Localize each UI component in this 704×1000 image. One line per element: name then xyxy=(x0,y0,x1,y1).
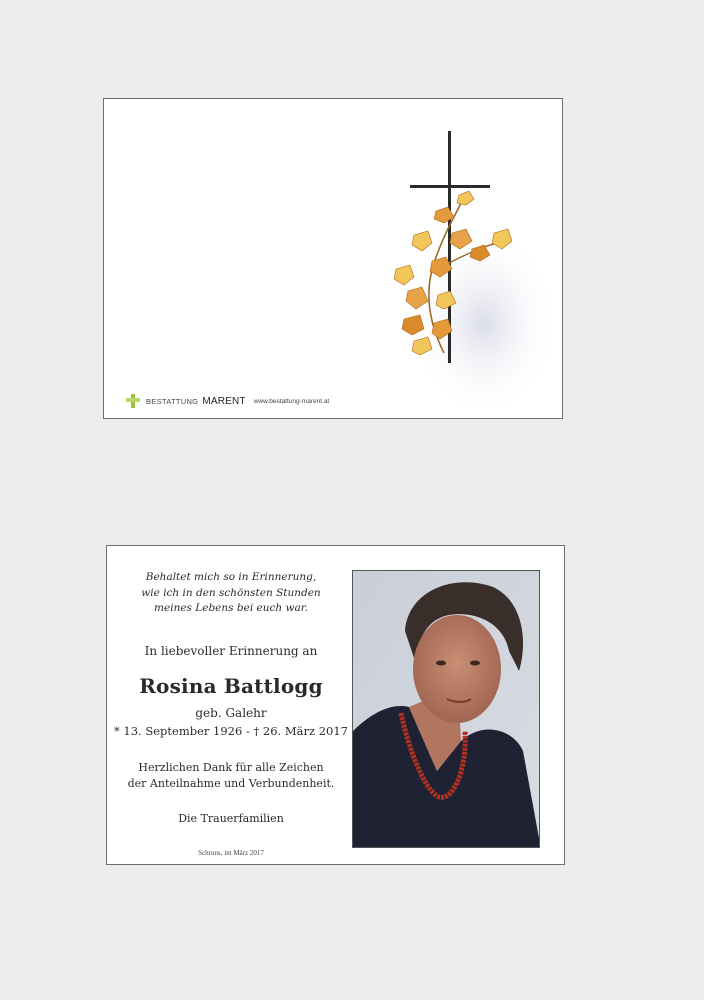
portrait-photo xyxy=(352,570,540,848)
logo-url[interactable]: www.bestattung-marent.at xyxy=(253,397,330,405)
maiden-name: geb. Galehr xyxy=(195,706,267,720)
cross-horizontal xyxy=(410,185,490,188)
back-card xyxy=(106,545,565,865)
logo-name: MARENT xyxy=(202,395,246,407)
bestattung-logo[interactable] xyxy=(126,393,329,409)
front-card xyxy=(103,98,563,419)
life-dates: * 13. September 1926 - † 26. März 2017 xyxy=(114,724,348,738)
intro-text: In liebevoller Erinnerung an xyxy=(144,644,318,658)
deceased-name: Rosina Battlogg xyxy=(139,674,323,698)
memorial-text xyxy=(107,546,355,864)
thanks-text xyxy=(107,760,355,792)
motto-line: meines Lebens bei euch war. xyxy=(154,602,308,614)
motto-verse xyxy=(107,570,355,617)
motto-line: wie ich in den schönsten Stunden xyxy=(141,586,321,599)
motto-line: Behaltet mich so in Erinnerung, xyxy=(145,571,317,583)
thanks-line: Herzlichen Dank für alle Zeichen xyxy=(138,761,324,774)
cross-with-leaves-illustration xyxy=(374,123,554,423)
cross-logo-icon xyxy=(126,394,140,408)
place-date: Schruns, im März 2017 xyxy=(198,849,264,857)
portrait-image xyxy=(353,571,540,848)
logo-brand: BESTATTUNG xyxy=(146,396,199,406)
family-signature: Die Trauerfamilien xyxy=(178,812,284,825)
thanks-line: der Anteilnahme und Verbundenheit. xyxy=(127,777,335,790)
